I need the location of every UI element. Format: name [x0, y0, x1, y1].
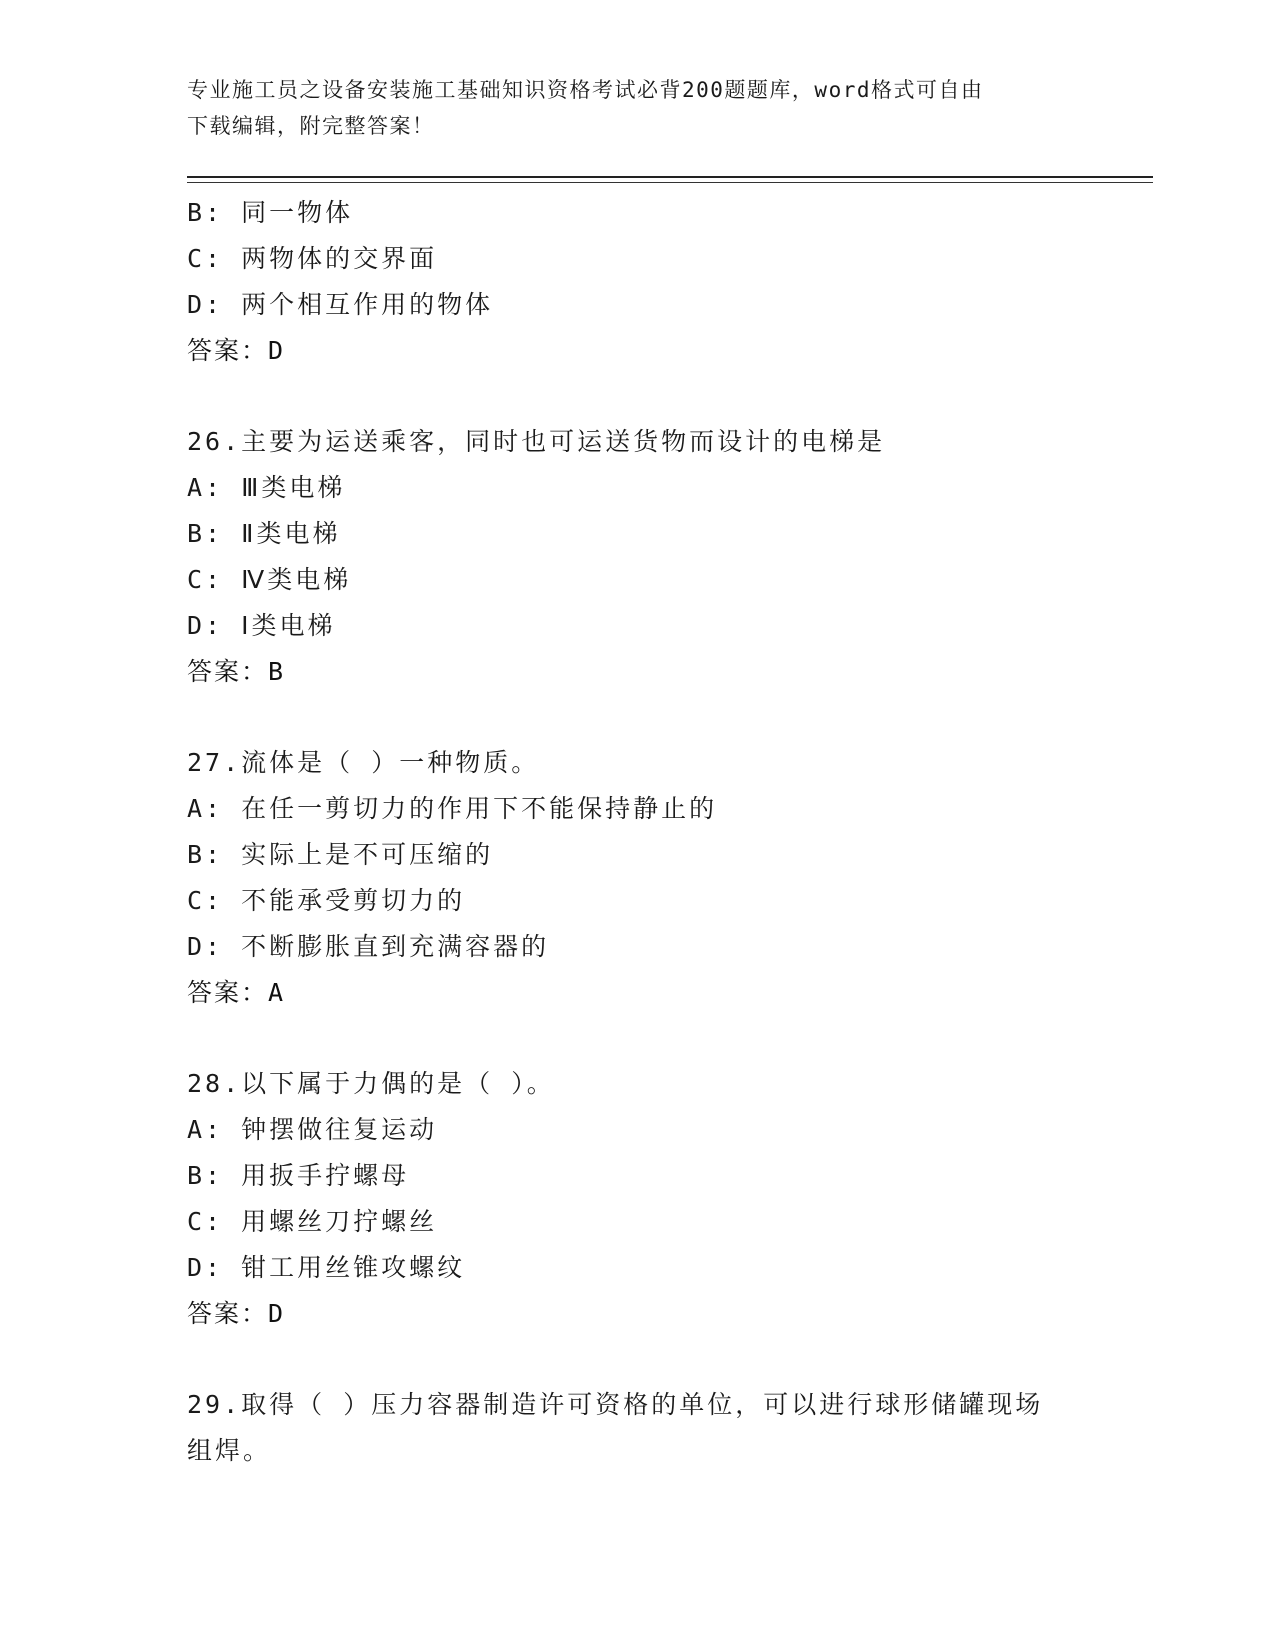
option-d: D: 不断膨胀直到充满容器的 — [187, 932, 550, 961]
question-list — [187, 190, 1067, 1474]
question-25-continued — [187, 190, 1067, 374]
option-d: D: 两个相互作用的物体 — [187, 290, 494, 319]
spacer — [187, 1337, 1067, 1382]
answer-label: 答案：B — [187, 657, 286, 686]
spacer — [187, 695, 1067, 740]
option-c: C: 用螺丝刀拧螺丝 — [187, 1207, 438, 1236]
option-b: B: 实际上是不可压缩的 — [187, 840, 494, 869]
header-line-1: 专业施工员之设备安装施工基础知识资格考试必背200题题库，word格式可自由 — [187, 78, 984, 102]
option-d: D: 钳工用丝锥攻螺纹 — [187, 1253, 466, 1282]
spacer — [187, 374, 1067, 419]
answer-label: 答案：D — [187, 336, 286, 365]
question-29 — [187, 1382, 1067, 1474]
question-stem: 26.主要为运送乘客，同时也可运送货物而设计的电梯是 — [187, 427, 886, 456]
spacer — [187, 1016, 1067, 1061]
header-line-2: 下载编辑，附完整答案！ — [187, 114, 435, 138]
question-28 — [187, 1061, 1067, 1337]
option-b: B: Ⅱ类电梯 — [187, 519, 341, 548]
option-a: A: Ⅲ类电梯 — [187, 473, 346, 502]
answer-label: 答案：D — [187, 1299, 286, 1328]
question-stem: 27.流体是（ ）一种物质。 — [187, 748, 540, 777]
option-c: C: 不能承受剪切力的 — [187, 886, 466, 915]
document-header — [187, 72, 1067, 144]
answer-label: 答案：A — [187, 978, 286, 1007]
option-d: D: Ⅰ类电梯 — [187, 611, 336, 640]
option-b: B: 用扳手拧螺母 — [187, 1161, 410, 1190]
question-stem-line-2: 组焊。 — [187, 1436, 272, 1465]
question-stem-line-1: 29.取得（ ）压力容器制造许可资格的单位，可以进行球形储罐现场 — [187, 1390, 1044, 1419]
header-divider-thin — [187, 182, 1153, 183]
option-c: C: 两物体的交界面 — [187, 244, 438, 273]
question-27 — [187, 740, 1067, 1016]
option-a: A: 钟摆做往复运动 — [187, 1115, 438, 1144]
question-26 — [187, 419, 1067, 695]
option-b: B: 同一物体 — [187, 198, 354, 227]
question-stem: 28.以下属于力偶的是（ ）。 — [187, 1069, 555, 1098]
header-divider-thick — [187, 176, 1153, 178]
option-a: A: 在任一剪切力的作用下不能保持静止的 — [187, 794, 718, 823]
option-c: C: Ⅳ类电梯 — [187, 565, 352, 594]
